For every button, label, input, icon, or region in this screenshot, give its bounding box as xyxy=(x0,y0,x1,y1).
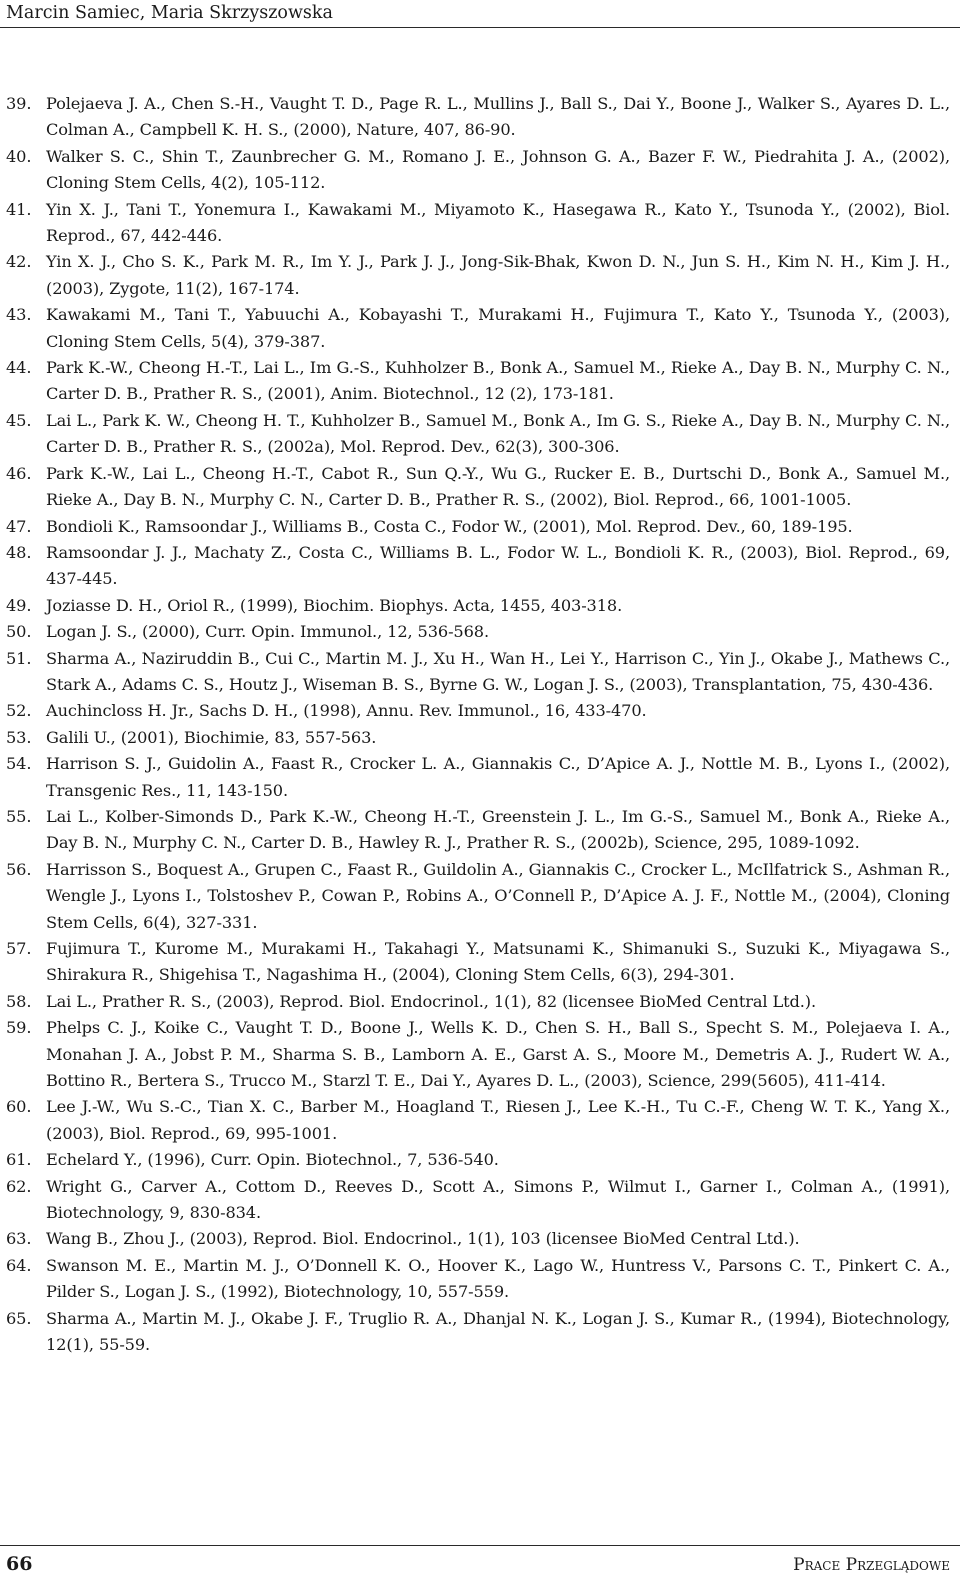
reference-text: Lai L., Park K. W., Cheong H. T., Kuhholzer B., Samuel M., Bonk A., Im G. S., Rieke A., Day B. N., Murphy C. N., Carter D. B., Prather R. S., (2002a), Mol. Reprod. Dev., 62(3), 300-306. xyxy=(46,410,950,457)
reference-number: 60. xyxy=(6,1097,32,1117)
reference-number: 56. xyxy=(6,859,32,879)
reference-item xyxy=(6,646,950,699)
reference-item xyxy=(6,91,950,144)
reference-number: 44. xyxy=(6,358,32,378)
reference-item xyxy=(6,1226,950,1252)
reference-number: 62. xyxy=(6,1176,32,1196)
reference-item xyxy=(6,1147,950,1173)
running-header-authors: Marcin Samiec, Maria Skrzyszowska xyxy=(6,3,333,23)
reference-text: Ramsoondar J. J., Machaty Z., Costa C., Williams B. L., Fodor W. L., Bondioli K. R., (2003), Biol. Reprod., 69, 437-445. xyxy=(46,542,950,589)
reference-number: 57. xyxy=(6,939,32,958)
reference-item xyxy=(6,857,950,936)
reference-item xyxy=(6,936,950,989)
reference-number: 47. xyxy=(6,516,32,536)
reference-item xyxy=(6,1015,950,1094)
reference-number: 48. xyxy=(6,542,32,562)
page-number: 66 xyxy=(6,1553,33,1575)
reference-number: 61. xyxy=(6,1150,32,1170)
reference-item xyxy=(6,249,950,302)
reference-item xyxy=(6,302,950,355)
reference-text: Galili U., (2001), Biochimie, 83, 557-563. xyxy=(46,727,377,747)
reference-item xyxy=(6,1094,950,1147)
reference-text: Harrisson S., Boquest A., Grupen C., Faast R., Guildolin A., Giannakis C., Crocker L., McIlfatrick S., Ashman R., Wengle J., Lyons I., Tolstoshev P., Cowan P., Robins A., O’Connell P., D’Apice A. J. F., Nottle M., (2004), Cloning Stem Cells, 6(4), 327-331. xyxy=(46,859,950,932)
reference-number: 63. xyxy=(6,1229,32,1249)
reference-number: 58. xyxy=(6,991,32,1011)
reference-item xyxy=(6,804,950,857)
reference-item xyxy=(6,408,950,461)
reference-list xyxy=(6,91,950,1359)
reference-item xyxy=(6,1174,950,1227)
reference-item xyxy=(6,725,950,751)
reference-item xyxy=(6,593,950,619)
reference-number: 45. xyxy=(6,410,32,430)
reference-item xyxy=(6,698,950,724)
reference-text: Joziasse D. H., Oriol R., (1999), Biochim. Biophys. Acta, 1455, 403-318. xyxy=(46,595,623,615)
reference-text: Logan J. S., (2000), Curr. Opin. Immunol., 12, 536-568. xyxy=(46,622,489,642)
reference-text: Park K.-W., Lai L., Cheong H.-T., Cabot R., Sun Q.-Y., Wu G., Rucker E. B., Durtschi D., Bonk A., Samuel M., Rieke A., Day B. N., Murphy C. N., Carter D. B., Prather R. S., (2002), Biol. Reprod., 66, 1001-1005. xyxy=(46,463,950,510)
reference-item xyxy=(6,197,950,250)
reference-text: Walker S. C., Shin T., Zaunbrecher G. M., Romano J. E., Johnson G. A., Bazer F. W., Piedrahita J. A., (2002), Cloning Stem Cells, 4(2), 105-112. xyxy=(46,146,950,193)
reference-number: 39. xyxy=(6,94,32,113)
reference-number: 46. xyxy=(6,463,32,483)
reference-text: Bondioli K., Ramsoondar J., Williams B., Costa C., Fodor W., (2001), Mol. Reprod. Dev., 60, 189-195. xyxy=(46,516,853,536)
reference-item xyxy=(6,1306,950,1359)
reference-number: 42. xyxy=(6,252,32,272)
reference-number: 59. xyxy=(6,1018,32,1038)
reference-item xyxy=(6,540,950,593)
reference-number: 65. xyxy=(6,1308,32,1328)
reference-text: Lee J.-W., Wu S.-C., Tian X. C., Barber M., Hoagland T., Riesen J., Lee K.-H., Tu C.-F., Cheng W. T. K., Yang X., (2003), Biol. Reprod., 69, 995-1001. xyxy=(46,1097,950,1143)
reference-number: 53. xyxy=(6,727,32,747)
reference-number: 49. xyxy=(6,595,32,615)
reference-text: Swanson M. E., Martin M. J., O’Donnell K. O., Hoover K., Lago W., Huntress V., Parsons C. T., Pinkert C. A., Pilder S., Logan J. S., (1992), Biotechnology, 10, 557-559. xyxy=(46,1255,950,1302)
reference-number: 40. xyxy=(6,146,32,166)
reference-item xyxy=(6,989,950,1015)
reference-text: Fujimura T., Kurome M., Murakami H., Takahagi Y., Matsunami K., Shimanuki S., Suzuki K., Miyagawa S., Shirakura R., Shigehisa T., Nagashima H., (2004), Cloning Stem Cells, 6(3), 294-301. xyxy=(46,939,950,985)
reference-number: 43. xyxy=(6,305,32,325)
reference-text: Auchincloss H. Jr., Sachs D. H., (1998), Annu. Rev. Immunol., 16, 433-470. xyxy=(46,701,647,721)
reference-text: Yin X. J., Tani T., Yonemura I., Kawakami M., Miyamoto K., Hasegawa R., Kato Y., Tsunoda Y., (2002), Biol. Reprod., 67, 442-446. xyxy=(46,199,950,246)
reference-text: Sharma A., Naziruddin B., Cui C., Martin M. J., Xu H., Wan H., Lei Y., Harrison C., Yin J., Okabe J., Mathews C., Stark A., Adams C. S., Houtz J., Wiseman B. S., Byrne G. W., Logan J. S., (2003), Transplantation, 75, 430-436. xyxy=(46,648,950,694)
reference-item xyxy=(6,144,950,197)
reference-number: 54. xyxy=(6,754,32,774)
reference-number: 50. xyxy=(6,622,32,642)
reference-item xyxy=(6,514,950,540)
reference-text: Park K.-W., Cheong H.-T., Lai L., Im G.-S., Kuhholzer B., Bonk A., Samuel M., Rieke A., Day B. N., Murphy C. N., Carter D. B., Prather R. S., (2001), Anim. Biotechnol., 12 (2), 173-181. xyxy=(46,358,950,404)
reference-item xyxy=(6,751,950,804)
reference-text: Echelard Y., (1996), Curr. Opin. Biotechnol., 7, 536-540. xyxy=(46,1150,499,1170)
reference-number: 51. xyxy=(6,648,32,668)
reference-text: Kawakami M., Tani T., Yabuuchi A., Kobayashi T., Murakami H., Fujimura T., Kato Y., Tsunoda Y., (2003), Cloning Stem Cells, 5(4), 379-387. xyxy=(46,305,950,351)
reference-text: Lai L., Prather R. S., (2003), Reprod. Biol. Endocrinol., 1(1), 82 (licensee BioMed Central Ltd.). xyxy=(46,991,816,1011)
reference-item xyxy=(6,461,950,514)
reference-number: 52. xyxy=(6,701,32,721)
journal-section-title: Prace Przeglądowe xyxy=(793,1555,950,1575)
running-header xyxy=(0,0,960,28)
reference-text: Lai L., Kolber-Simonds D., Park K.-W., Cheong H.-T., Greenstein J. L., Im G.-S., Samuel M., Bonk A., Rieke A., Day B. N., Murphy C. N., Carter D. B., Hawley R. J., Prather R. S., (2002b), Science, 295, 1089-1092. xyxy=(46,806,950,853)
reference-text: Harrison S. J., Guidolin A., Faast R., Crocker L. A., Giannakis C., D’Apice A. J., Nottle M. B., Lyons I., (2002), Transgenic Res., 11, 143-150. xyxy=(46,754,950,800)
reference-text: Sharma A., Martin M. J., Okabe J. F., Truglio R. A., Dhanjal N. K., Logan J. S., Kumar R., (1994), Biotechnology, 12(1), 55-59. xyxy=(46,1308,950,1355)
reference-text: Wright G., Carver A., Cottom D., Reeves D., Scott A., Simons P., Wilmut I., Garner I., Colman A., (1991), Biotechnology, 9, 830-834. xyxy=(46,1176,950,1223)
footer-rule xyxy=(0,1545,960,1546)
reference-item xyxy=(6,1253,950,1306)
reference-text: Wang B., Zhou J., (2003), Reprod. Biol. Endocrinol., 1(1), 103 (licensee BioMed Central Ltd.). xyxy=(46,1229,800,1249)
reference-text: Yin X. J., Cho S. K., Park M. R., Im Y. J., Park J. J., Jong-Sik-Bhak, Kwon D. N., Jun S. H., Kim N. H., Kim J. H., (2003), Zygote, 11(2), 167-174. xyxy=(46,252,950,298)
reference-item xyxy=(6,355,950,408)
reference-number: 55. xyxy=(6,806,32,826)
reference-number: 41. xyxy=(6,199,32,219)
reference-number: 64. xyxy=(6,1255,32,1275)
reference-item xyxy=(6,619,950,645)
reference-text: Polejaeva J. A., Chen S.-H., Vaught T. D., Page R. L., Mullins J., Ball S., Dai Y., Boone J., Walker S., Ayares D. L., Colman A., Campbell K. H. S., (2000), Nature, 407, 86-90. xyxy=(46,94,950,140)
reference-text: Phelps C. J., Koike C., Vaught T. D., Boone J., Wells K. D., Chen S. H., Ball S., Specht S. M., Polejaeva I. A., Monahan J. A., Jobst P. M., Sharma S. B., Lamborn A. E., Garst A. S., Moore M., Demetris A. J., Rudert W. A., Bottino R., Bertera S., Trucco M., Starzl T. E., Dai Y., Ayares D. L., (2003), Science, 299(5605), 411-414. xyxy=(46,1018,950,1091)
